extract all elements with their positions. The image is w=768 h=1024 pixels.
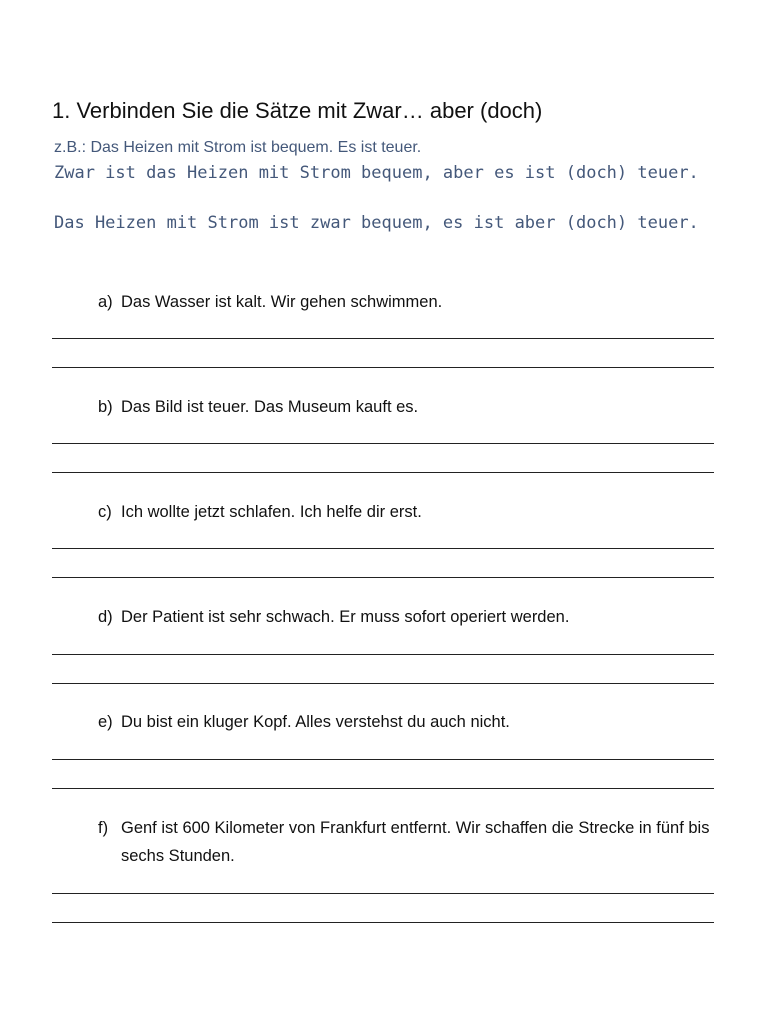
- answer-line-b-2[interactable]: [52, 472, 714, 473]
- exercise-letter: c): [98, 503, 112, 521]
- exercise-letter: b): [98, 398, 113, 416]
- exercise-item-d: [98, 603, 728, 631]
- answer-line-a-1[interactable]: [52, 338, 714, 339]
- answer-line-f-1[interactable]: [52, 893, 714, 894]
- exercise-item-b: [98, 393, 728, 421]
- answer-line-d-1[interactable]: [52, 654, 714, 655]
- answer-line-e-2[interactable]: [52, 788, 714, 789]
- exercise-text: Das Wasser ist kalt. Wir gehen schwimmen.: [121, 293, 443, 311]
- answer-line-e-1[interactable]: [52, 759, 714, 760]
- exercise-text: Das Bild ist teuer. Das Museum kauft es.: [121, 398, 419, 416]
- answer-line-f-2[interactable]: [52, 922, 714, 923]
- exercise-item-a: [98, 288, 728, 316]
- answer-line-c-1[interactable]: [52, 548, 714, 549]
- exercise-text: Ich wollte jetzt schlafen. Ich helfe dir erst.: [121, 503, 422, 521]
- example-answer-1: Zwar ist das Heizen mit Strom bequem, aber es ist (doch) teuer.: [54, 163, 699, 183]
- exercise-item-f: [98, 814, 728, 870]
- example-intro: z.B.: Das Heizen mit Strom ist bequem. Es ist teuer.: [54, 139, 422, 156]
- exercise-text: Du bist ein kluger Kopf. Alles verstehst du auch nicht.: [121, 713, 510, 731]
- exercise-item-c: [98, 498, 728, 526]
- example-answer-2: Das Heizen mit Strom ist zwar bequem, es ist aber (doch) teuer.: [54, 213, 699, 233]
- exercise-heading: 1. Verbinden Sie die Sätze mit Zwar… aber (doch): [52, 98, 543, 123]
- exercise-text: Der Patient ist sehr schwach. Er muss sofort operiert werden.: [121, 608, 570, 626]
- answer-line-b-1[interactable]: [52, 443, 714, 444]
- exercise-text: Genf ist 600 Kilometer von Frankfurt entfernt. Wir schaffen die Strecke in fünf bis sechs Stunden.: [121, 819, 710, 865]
- answer-line-a-2[interactable]: [52, 367, 714, 368]
- exercise-letter: f): [98, 819, 109, 837]
- exercise-letter: a): [98, 293, 113, 311]
- answer-line-c-2[interactable]: [52, 577, 714, 578]
- answer-line-d-2[interactable]: [52, 683, 714, 684]
- exercise-letter: d): [98, 608, 113, 626]
- exercise-letter: e): [98, 713, 113, 731]
- exercise-item-e: [98, 708, 728, 736]
